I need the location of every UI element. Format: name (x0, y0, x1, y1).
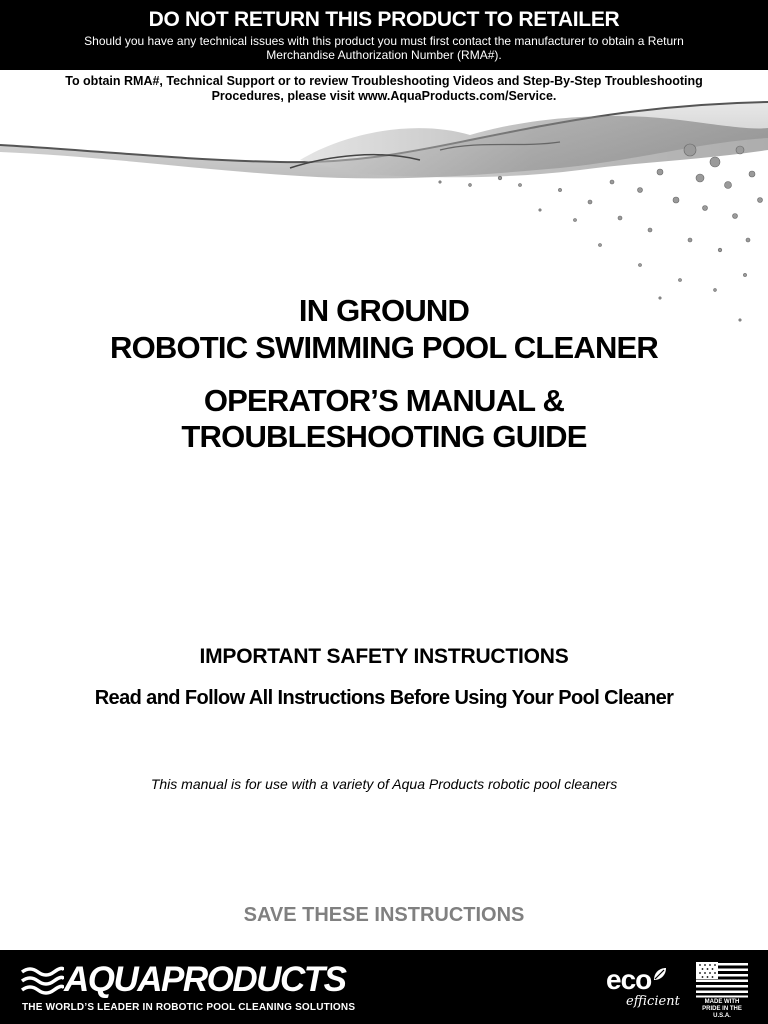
footer-bar (0, 950, 768, 1024)
footer-tagline: THE WORLD’S LEADER IN ROBOTIC POOL CLEANING SOLUTIONS (22, 1002, 356, 1013)
usage-note: This manual is for use with a variety of Aqua Products robotic pool cleaners (150, 776, 618, 792)
banner-headline: DO NOT RETURN THIS PRODUCT TO RETAILER (148, 8, 620, 31)
top-warning-banner (0, 0, 768, 70)
read-follow-instruction: Read and Follow All Instructions Before Using Your Pool Cleaner (94, 687, 674, 709)
eco-sub-text: efficient (626, 994, 680, 1009)
safety-heading: IMPORTANT SAFETY INSTRUCTIONS (199, 645, 569, 668)
wave-icon (20, 964, 64, 998)
flag-caption: MADE WITH PRIDE IN THE U.S.A. (702, 999, 742, 1019)
made-in-usa-badge (696, 962, 748, 1018)
title-line-4: TROUBLESHOOTING GUIDE (181, 419, 587, 454)
document-title (0, 292, 768, 455)
eco-main-text: eco (606, 964, 652, 995)
title-line-1: IN GROUND (298, 293, 470, 328)
leaf-icon (652, 966, 668, 982)
logo-wordmark: AQUAPRODUCTS (64, 960, 346, 999)
title-line-2: ROBOTIC SWIMMING POOL CLEANER (110, 330, 658, 365)
title-line-3: OPERATOR’S MANUAL & (203, 383, 565, 418)
rma-notice: To obtain RMA#, Technical Support or to review Troubleshooting Videos and Step-By-Step Troubleshooting Procedures, please visit www.AquaProducts.com/Service. (65, 74, 703, 103)
us-flag-icon (696, 962, 748, 998)
save-instructions: SAVE THESE INSTRUCTIONS (243, 904, 525, 926)
banner-subtext: Should you have any technical issues with this product you must first contact the manufacturer to obtain a Return Merchandise Authorization Number (RMA#). (84, 34, 684, 62)
eco-efficient-logo (604, 964, 680, 1014)
